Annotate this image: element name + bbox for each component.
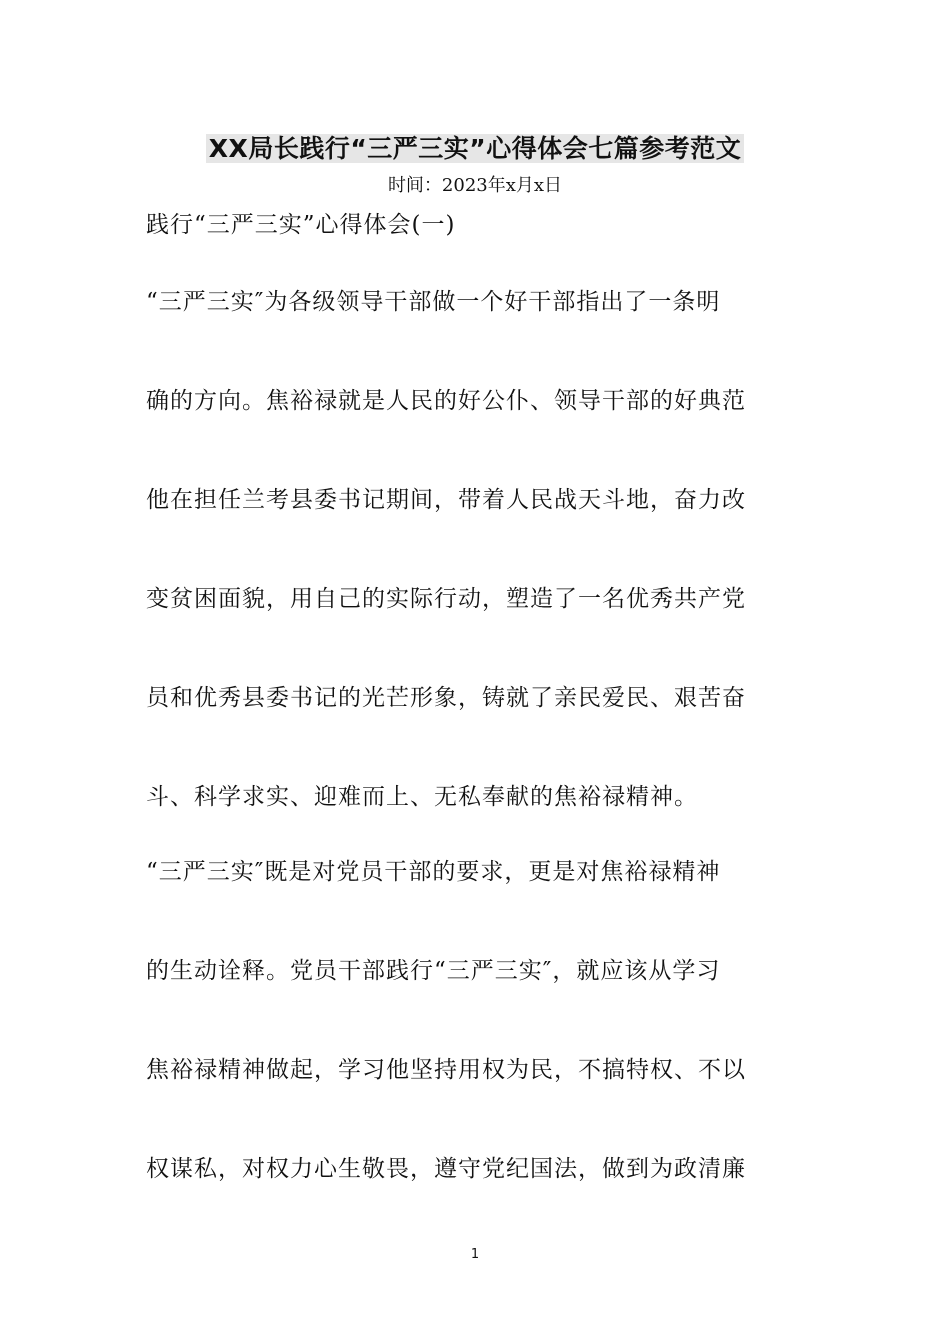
paragraph-line: 的生动诠释。党员干部践行“三严三实″，就应该从学习 — [146, 958, 721, 984]
paragraph-line: 变贫困面貌，用自己的实际行动，塑造了一名优秀共产党 — [146, 586, 746, 612]
page-number: 1 — [470, 1247, 480, 1262]
document-date: 时间：2023年x月x日 — [387, 175, 563, 196]
paragraph-line: 确的方向。焦裕禄就是人民的好公仆、领导干部的好典范 — [146, 388, 746, 414]
paragraph-line: 他在担任兰考县委书记期间，带着人民战天斗地，奋力改 — [146, 487, 746, 513]
document-title-text: XX局长践行“三严三实”心得体会七篇参考范文 — [206, 134, 744, 163]
paragraph-line: “三严三实″既是对党员干部的要求，更是对焦裕禄精神 — [146, 859, 721, 885]
document-title — [0, 130, 950, 168]
paragraph-line: 员和优秀县委书记的光芒形象，铸就了亲民爱民、艰苦奋 — [146, 685, 746, 711]
paragraph-line: 焦裕禄精神做起，学习他坚持用权为民，不搞特权、不以 — [146, 1057, 746, 1083]
paragraph-line: “三严三实″为各级领导干部做一个好干部指出了一条明 — [146, 289, 721, 315]
section-heading: 践行“三严三实”心得体会(一) — [146, 212, 456, 238]
paragraph-line: 权谋私，对权力心生敬畏，遵守党纪国法，做到为政清廉 — [146, 1156, 746, 1182]
paragraph-line: 斗、科学求实、迎难而上、无私奉献的焦裕禄精神。 — [146, 784, 698, 810]
